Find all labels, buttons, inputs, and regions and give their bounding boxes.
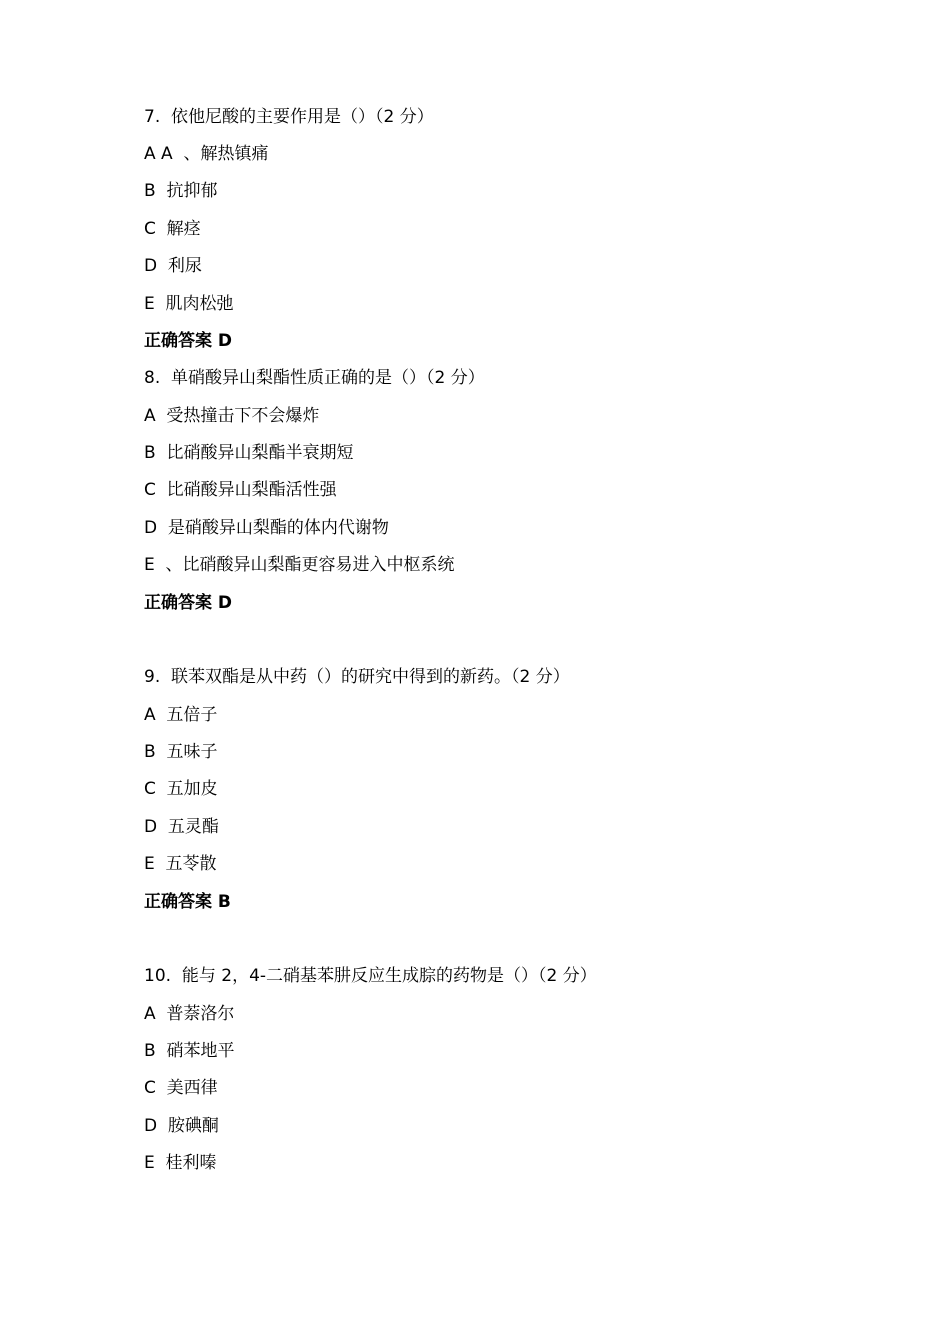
question-7-answer: 正确答案 D: [144, 331, 233, 351]
question-10-option-b: B 硝苯地平: [144, 1041, 235, 1061]
question-10-stem: 10. 能与 2，4-二硝基苯肼反应生成腙的药物是（）（2 分）: [144, 966, 597, 986]
question-8-option-d: D 是硝酸异山梨酯的体内代谢物: [144, 518, 389, 538]
question-8-option-a: A 受热撞击下不会爆炸: [144, 406, 320, 426]
question-9-option-e: E 五苓散: [144, 854, 217, 874]
question-8-option-e: E 、比硝酸异山梨酯更容易进入中枢系统: [144, 555, 455, 575]
question-8-option-b: B 比硝酸异山梨酯半衰期短: [144, 443, 354, 463]
question-7-option-d: D 利尿: [144, 256, 202, 276]
question-8-answer: 正确答案 D: [144, 593, 233, 613]
question-10-option-c: C 美西律: [144, 1078, 218, 1098]
question-7-option-a: A A 、解热镇痛: [144, 144, 269, 164]
question-9-option-c: C 五加皮: [144, 779, 218, 799]
question-9-answer: 正确答案 B: [144, 892, 231, 912]
question-10-option-e: E 桂利嗪: [144, 1153, 217, 1173]
question-7-option-b: B 抗抑郁: [144, 181, 218, 201]
question-7-stem: 7. 依他尼酸的主要作用是（）（2 分）: [144, 107, 434, 127]
question-7-option-e: E 肌肉松弛: [144, 294, 234, 314]
question-9-option-b: B 五味子: [144, 742, 218, 762]
question-9-stem: 9. 联苯双酯是从中药（）的研究中得到的新药。（2 分）: [144, 667, 570, 687]
question-8-stem: 8. 单硝酸异山梨酯性质正确的是（）（2 分）: [144, 368, 485, 388]
question-10-option-d: D 胺碘酮: [144, 1116, 219, 1136]
question-8-option-c: C 比硝酸异山梨酯活性强: [144, 480, 337, 500]
question-9-option-a: A 五倍子: [144, 705, 218, 725]
question-9-option-d: D 五灵酯: [144, 817, 219, 837]
question-10-option-a: A 普萘洛尔: [144, 1004, 235, 1024]
question-7-option-c: C 解痉: [144, 219, 201, 239]
